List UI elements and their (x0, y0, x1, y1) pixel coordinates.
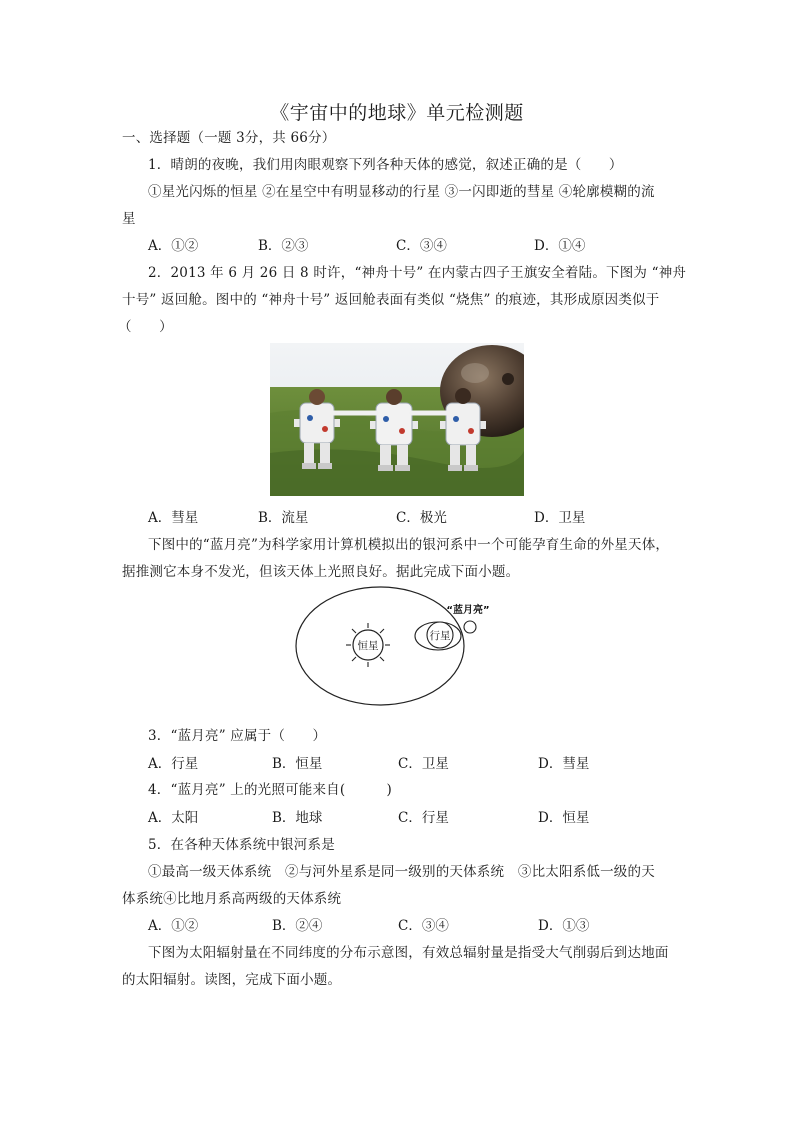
orbit-diagram (288, 582, 508, 712)
q3-option-d: D．彗星 (538, 756, 590, 772)
blue-moon-intro-line1: 下图中的“蓝月亮”为科学家用计算机模拟出的银河系中一个可能孕育生命的外星天体， (148, 537, 670, 553)
q5-option-d: D．①③ (538, 918, 590, 934)
section-heading: 一、选择题（一题 3分，共 66分） (122, 130, 336, 146)
q3-stem: 3．“蓝月亮” 应属于（ ） (148, 728, 327, 744)
q4-option-b: B．地球 (272, 810, 323, 826)
q5-option-c: C．③④ (398, 918, 449, 934)
radiation-intro-line2: 的太阳辐射。读图，完成下面小题。 (122, 972, 342, 988)
blue-moon-label: “蓝月亮” (446, 605, 490, 616)
q1-option-c: C．③④ (396, 238, 447, 254)
q1-option-b: B．②③ (258, 238, 309, 254)
q2-stem-line2: 十号” 返回舱。图中的 “神舟十号” 返回舱表面有类似 “烧焦” 的痕迹，其形成原因类似于 (122, 292, 660, 308)
q4-stem: 4．“蓝月亮” 上的光照可能来自( ) (148, 782, 392, 798)
q1-items-line2: 星 (122, 211, 136, 227)
q2-stem-line1: 2．2013 年 6 月 26 日 8 时许，“神舟十号” 在内蒙古四子王旗安全着陆。下图为 “神舟 (148, 265, 687, 281)
q2-option-c: C．极光 (396, 510, 447, 526)
planet-label: 行星 (429, 630, 451, 642)
q5-stem: 5．在各种天体系统中银河系是 (148, 837, 335, 853)
q2-stem-line3: （ ） (118, 319, 173, 335)
q5-items-line1: ①最高一级天体系统 ②与河外星系是同一级别的天体系统 ③比太阳系低一级的天 (148, 864, 655, 880)
q4-option-a: A．太阳 (148, 810, 199, 826)
page-title: 《宇宙中的地球》单元检测题 (270, 102, 524, 124)
q2-option-a: A．彗星 (148, 510, 199, 526)
q3-option-a: A．行星 (148, 756, 199, 772)
star-label: 恒星 (357, 640, 379, 652)
q5-option-b: B．②④ (272, 918, 323, 934)
photo-illustration (270, 343, 524, 496)
q5-option-a: A．①② (148, 918, 199, 934)
q3-option-b: B．恒星 (272, 756, 323, 772)
q1-stem: 1．晴朗的夜晚，我们用肉眼观察下列各种天体的感觉，叙述正确的是（ ） (148, 157, 623, 173)
blue-moon-icon (464, 621, 476, 633)
q4-option-c: C．行星 (398, 810, 449, 826)
q1-items-line1: ①星光闪烁的恒星 ②在星空中有明显移动的行星 ③一闪即逝的彗星 ④轮廓模糊的流 (148, 184, 655, 200)
return-capsule-photo (270, 343, 524, 496)
q1-option-d: D．①④ (534, 238, 586, 254)
q4-option-d: D．恒星 (538, 810, 590, 826)
q2-option-d: D．卫星 (534, 510, 586, 526)
q1-option-a: A．①② (148, 238, 199, 254)
blue-moon-intro-line2: 据推测它本身不发光，但该天体上光照良好。据此完成下面小题。 (122, 564, 520, 580)
q2-option-b: B．流星 (258, 510, 309, 526)
radiation-intro-line1: 下图为太阳辐射量在不同纬度的分布示意图，有效总辐射量是指受大气削弱后到达地面 (148, 945, 669, 961)
q3-option-c: C．卫星 (398, 756, 449, 772)
q5-items-line2: 体系统④比地月系高两级的天体系统 (122, 891, 342, 907)
